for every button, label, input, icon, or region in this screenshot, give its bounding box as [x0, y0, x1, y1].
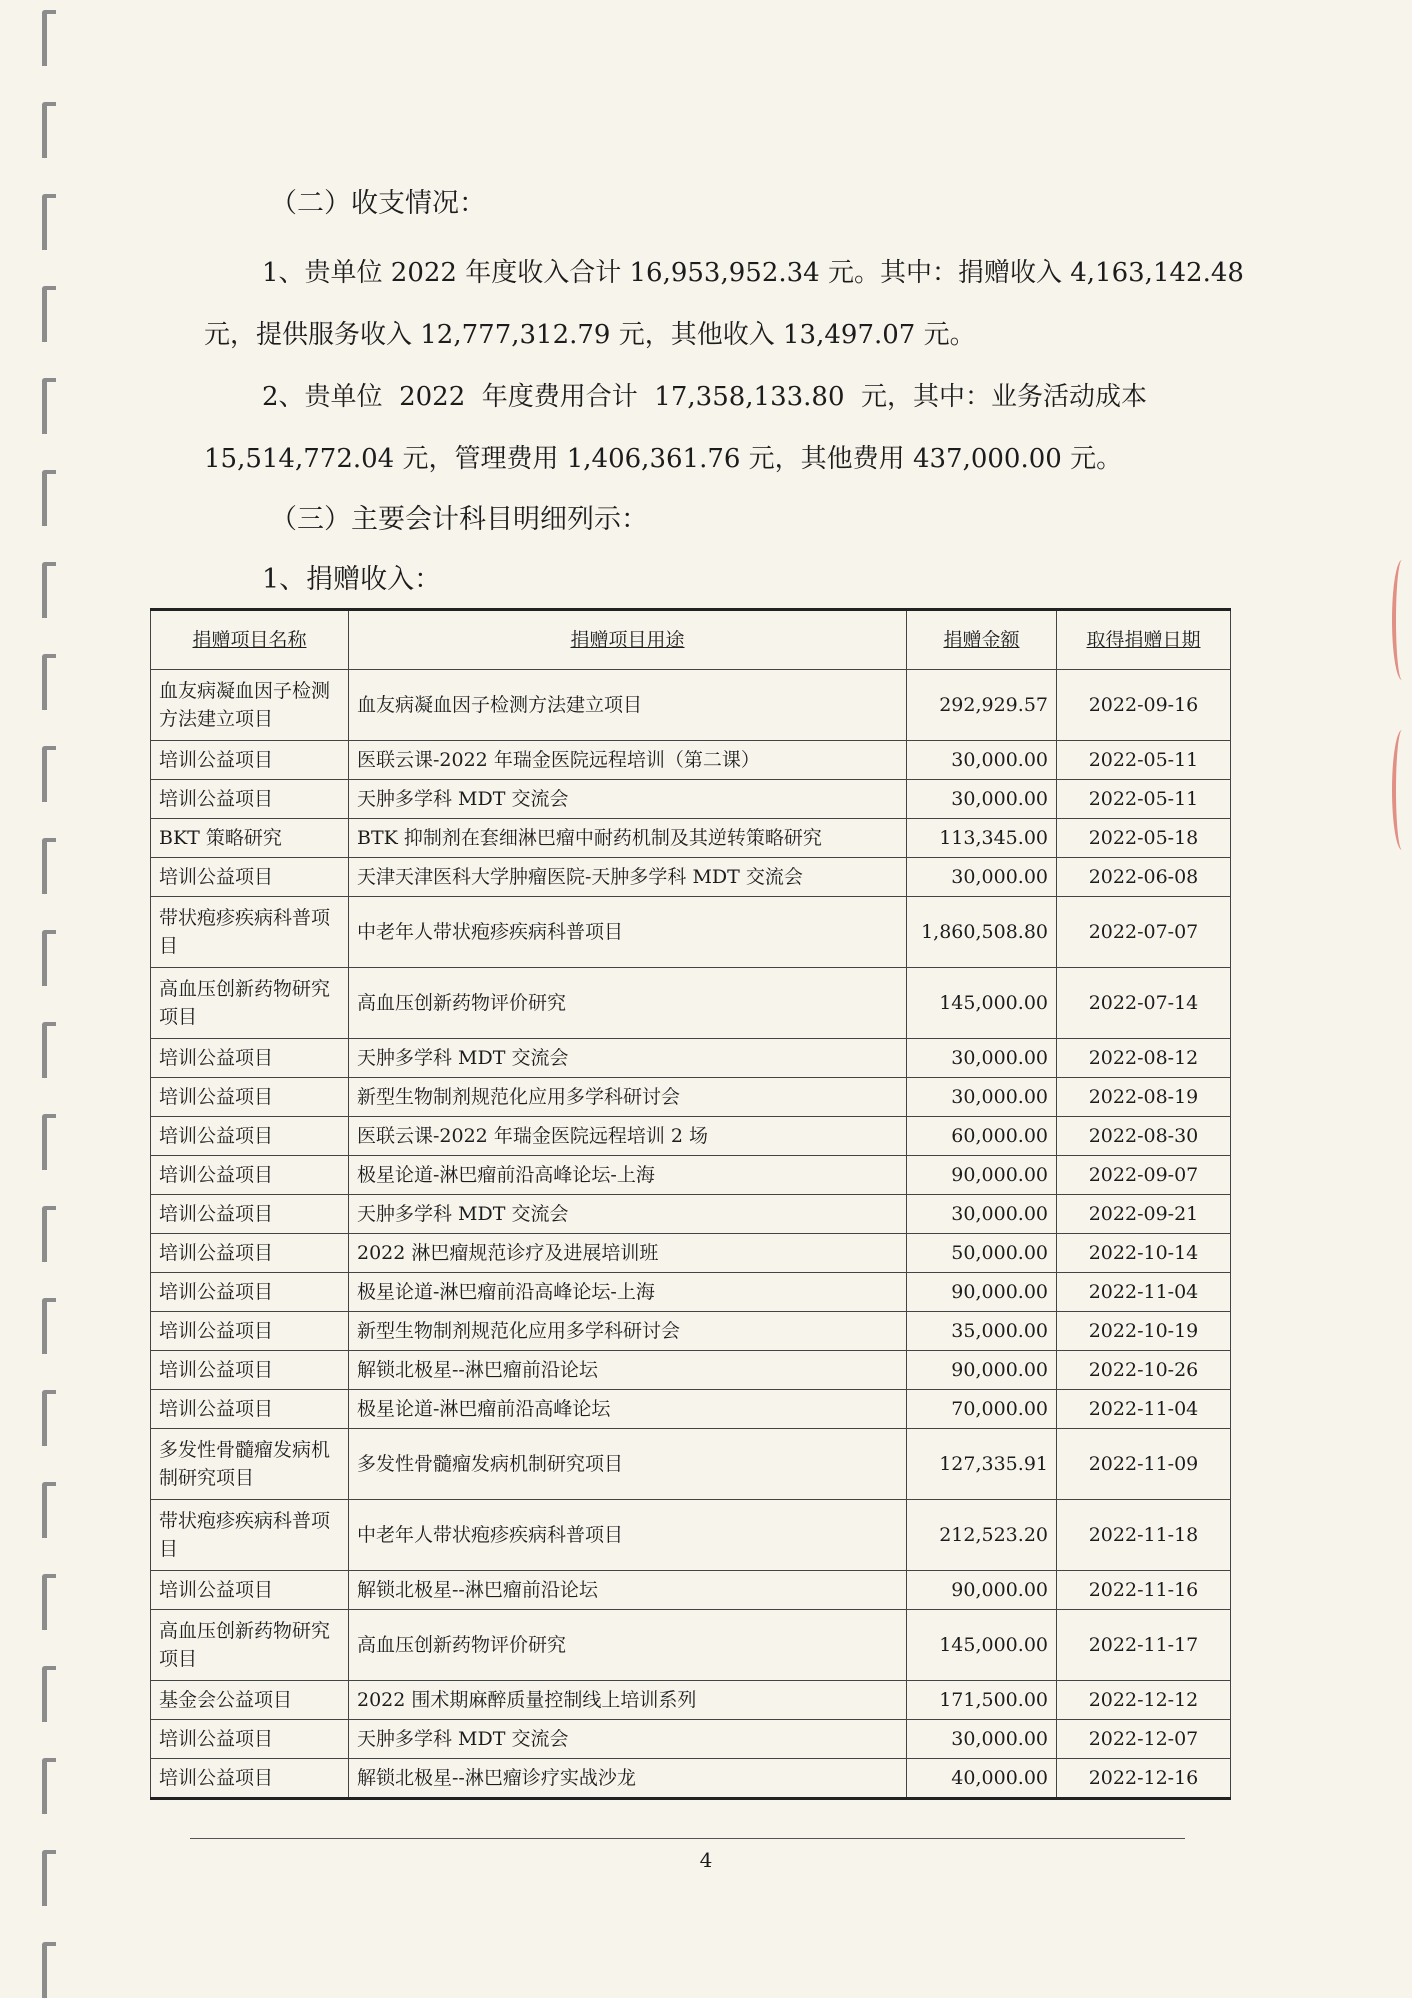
cell-donation-amount: 292,929.57 — [907, 670, 1057, 741]
binding-hole — [42, 930, 56, 986]
cell-project-name: 高血压创新药物研究项目 — [151, 968, 349, 1039]
cell-donation-date: 2022-07-07 — [1057, 897, 1231, 968]
footer-rule — [190, 1838, 1185, 1839]
table-row — [151, 968, 1231, 1039]
binding-hole — [42, 470, 56, 526]
cell-donation-date: 2022-10-26 — [1057, 1351, 1231, 1390]
binding-hole — [42, 1666, 56, 1722]
cell-donation-date: 2022-11-04 — [1057, 1273, 1231, 1312]
table-row — [151, 1429, 1231, 1500]
donation-heading: 1、捐赠收入： — [262, 564, 442, 595]
cell-project-name: 血友病凝血因子检测方法建立项目 — [151, 670, 349, 741]
cell-donation-date: 2022-07-14 — [1057, 968, 1231, 1039]
table-row — [151, 1234, 1231, 1273]
cell-donation-amount: 30,000.00 — [907, 1720, 1057, 1759]
cell-donation-date: 2022-05-11 — [1057, 741, 1231, 780]
cell-project-purpose: 解锁北极星--淋巴瘤前沿论坛 — [349, 1571, 907, 1610]
cell-donation-date: 2022-09-16 — [1057, 670, 1231, 741]
cell-donation-amount: 30,000.00 — [907, 1039, 1057, 1078]
page-number: 4 — [699, 1848, 713, 1872]
cell-donation-date: 2022-09-21 — [1057, 1195, 1231, 1234]
cell-project-purpose: 中老年人带状疱疹疾病科普项目 — [349, 897, 907, 968]
binding-hole — [42, 1298, 56, 1354]
cell-project-name: 培训公益项目 — [151, 1720, 349, 1759]
cell-donation-amount: 90,000.00 — [907, 1273, 1057, 1312]
cell-project-name: BKT 策略研究 — [151, 819, 349, 858]
table-row — [151, 670, 1231, 741]
binding-hole — [42, 746, 56, 802]
cell-project-name: 培训公益项目 — [151, 741, 349, 780]
cell-donation-amount: 171,500.00 — [907, 1681, 1057, 1720]
binding-hole — [42, 1758, 56, 1814]
cell-project-purpose: 天肿多学科 MDT 交流会 — [349, 1039, 907, 1078]
cell-project-purpose: 解锁北极星--淋巴瘤诊疗实战沙龙 — [349, 1759, 907, 1799]
table-header-row — [151, 610, 1231, 670]
table-row — [151, 1759, 1231, 1799]
cell-project-purpose: 高血压创新药物评价研究 — [349, 968, 907, 1039]
table-row — [151, 1195, 1231, 1234]
table-row — [151, 1078, 1231, 1117]
table-row — [151, 1117, 1231, 1156]
cell-project-name: 培训公益项目 — [151, 1390, 349, 1429]
cell-donation-amount: 90,000.00 — [907, 1571, 1057, 1610]
binding-hole — [42, 1390, 56, 1446]
cell-donation-amount: 30,000.00 — [907, 741, 1057, 780]
cell-donation-amount: 90,000.00 — [907, 1156, 1057, 1195]
cell-project-purpose: 天肿多学科 MDT 交流会 — [349, 1720, 907, 1759]
cell-project-name: 培训公益项目 — [151, 1078, 349, 1117]
cell-donation-amount: 145,000.00 — [907, 1610, 1057, 1681]
header-project-purpose: 捐赠项目用途 — [349, 610, 907, 670]
cell-donation-amount: 35,000.00 — [907, 1312, 1057, 1351]
cell-donation-amount: 212,523.20 — [907, 1500, 1057, 1571]
binding-hole — [42, 286, 56, 342]
cell-project-purpose: 多发性骨髓瘤发病机制研究项目 — [349, 1429, 907, 1500]
binding-hole — [42, 654, 56, 710]
table-row — [151, 1156, 1231, 1195]
cell-project-name: 多发性骨髓瘤发病机制研究项目 — [151, 1429, 349, 1500]
cell-project-purpose: 血友病凝血因子检测方法建立项目 — [349, 670, 907, 741]
income-paragraph-1-line-2: 元，提供服务收入 12,777,312.79 元，其他收入 13,497.07 元。 — [204, 320, 976, 350]
cell-project-name: 培训公益项目 — [151, 1351, 349, 1390]
table-row — [151, 1500, 1231, 1571]
table-row — [151, 1390, 1231, 1429]
cell-donation-date: 2022-05-18 — [1057, 819, 1231, 858]
cell-donation-date: 2022-11-17 — [1057, 1610, 1231, 1681]
cell-project-name: 培训公益项目 — [151, 1195, 349, 1234]
cell-donation-amount: 30,000.00 — [907, 1195, 1057, 1234]
table-row — [151, 858, 1231, 897]
table-row — [151, 1351, 1231, 1390]
cell-project-name: 培训公益项目 — [151, 858, 349, 897]
table-row — [151, 1610, 1231, 1681]
cell-donation-date: 2022-05-11 — [1057, 780, 1231, 819]
cell-donation-amount: 113,345.00 — [907, 819, 1057, 858]
header-project-name: 捐赠项目名称 — [151, 610, 349, 670]
cell-project-name: 高血压创新药物研究项目 — [151, 1610, 349, 1681]
cell-project-purpose: 天肿多学科 MDT 交流会 — [349, 780, 907, 819]
cell-project-purpose: 天肿多学科 MDT 交流会 — [349, 1195, 907, 1234]
cell-project-name: 培训公益项目 — [151, 1571, 349, 1610]
income-paragraph-1-line-1: 1、贵单位 2022 年度收入合计 16,953,952.34 元。其中：捐赠收入 4,163,142.48 — [262, 258, 1244, 288]
cell-project-purpose: 极星论道-淋巴瘤前沿高峰论坛-上海 — [349, 1273, 907, 1312]
table-row — [151, 897, 1231, 968]
cell-donation-date: 2022-08-30 — [1057, 1117, 1231, 1156]
table-row — [151, 1312, 1231, 1351]
table-row — [151, 1681, 1231, 1720]
cell-donation-date: 2022-08-19 — [1057, 1078, 1231, 1117]
cell-project-name: 培训公益项目 — [151, 1156, 349, 1195]
cell-donation-amount: 40,000.00 — [907, 1759, 1057, 1799]
seal-stamp-fragment — [1392, 560, 1412, 680]
cell-project-name: 培训公益项目 — [151, 1759, 349, 1799]
cell-project-name: 培训公益项目 — [151, 1234, 349, 1273]
cell-project-purpose: 2022 围术期麻醉质量控制线上培训系列 — [349, 1681, 907, 1720]
header-donation-amount: 捐赠金额 — [907, 610, 1057, 670]
cell-project-purpose: 2022 淋巴瘤规范诊疗及进展培训班 — [349, 1234, 907, 1273]
header-donation-date: 取得捐赠日期 — [1057, 610, 1231, 670]
cell-project-name: 培训公益项目 — [151, 1117, 349, 1156]
cell-project-purpose: 新型生物制剂规范化应用多学科研讨会 — [349, 1078, 907, 1117]
cell-donation-date: 2022-12-16 — [1057, 1759, 1231, 1799]
expense-paragraph-2-line-1: 2、贵单位 2022 年度费用合计 17,358,133.80 元，其中：业务活动成本 — [262, 382, 1148, 412]
accounts-heading: （三）主要会计科目明细列示： — [270, 504, 648, 535]
cell-donation-amount: 50,000.00 — [907, 1234, 1057, 1273]
table-row — [151, 1273, 1231, 1312]
cell-project-purpose: 极星论道-淋巴瘤前沿高峰论坛 — [349, 1390, 907, 1429]
binding-hole — [42, 194, 56, 250]
cell-project-purpose: 天津天津医科大学肿瘤医院-天肿多学科 MDT 交流会 — [349, 858, 907, 897]
table-row — [151, 1720, 1231, 1759]
cell-project-name: 带状疱疹疾病科普项目 — [151, 897, 349, 968]
binding-hole — [42, 1114, 56, 1170]
cell-donation-date: 2022-06-08 — [1057, 858, 1231, 897]
cell-project-purpose: 中老年人带状疱疹疾病科普项目 — [349, 1500, 907, 1571]
binding-hole — [42, 378, 56, 434]
cell-donation-amount: 70,000.00 — [907, 1390, 1057, 1429]
cell-project-purpose: 极星论道-淋巴瘤前沿高峰论坛-上海 — [349, 1156, 907, 1195]
table-row — [151, 1039, 1231, 1078]
table-row — [151, 741, 1231, 780]
cell-donation-amount: 30,000.00 — [907, 858, 1057, 897]
cell-donation-date: 2022-11-18 — [1057, 1500, 1231, 1571]
cell-donation-date: 2022-11-16 — [1057, 1571, 1231, 1610]
binding-hole — [42, 1942, 56, 1998]
cell-donation-amount: 30,000.00 — [907, 780, 1057, 819]
binding-hole — [42, 102, 56, 158]
cell-project-purpose: 高血压创新药物评价研究 — [349, 1610, 907, 1681]
expense-paragraph-2-line-2: 15,514,772.04 元，管理费用 1,406,361.76 元，其他费用 437,000.00 元。 — [204, 444, 1123, 474]
cell-project-purpose: 医联云课-2022 年瑞金医院远程培训 2 场 — [349, 1117, 907, 1156]
binding-hole — [42, 1022, 56, 1078]
cell-project-purpose: 解锁北极星--淋巴瘤前沿论坛 — [349, 1351, 907, 1390]
cell-donation-amount: 127,335.91 — [907, 1429, 1057, 1500]
cell-project-name: 培训公益项目 — [151, 1273, 349, 1312]
cell-project-name: 基金会公益项目 — [151, 1681, 349, 1720]
table-row — [151, 819, 1231, 858]
cell-donation-amount: 145,000.00 — [907, 968, 1057, 1039]
cell-donation-amount: 90,000.00 — [907, 1351, 1057, 1390]
cell-project-name: 培训公益项目 — [151, 780, 349, 819]
cell-donation-date: 2022-08-12 — [1057, 1039, 1231, 1078]
cell-project-purpose: 医联云课-2022 年瑞金医院远程培训（第二课） — [349, 741, 907, 780]
seal-stamp-fragment — [1392, 730, 1412, 850]
cell-donation-amount: 60,000.00 — [907, 1117, 1057, 1156]
cell-donation-date: 2022-09-07 — [1057, 1156, 1231, 1195]
binding-hole — [42, 10, 56, 66]
binding-holes — [40, 0, 64, 1995]
cell-project-purpose: BTK 抑制剂在套细淋巴瘤中耐药机制及其逆转策略研究 — [349, 819, 907, 858]
cell-donation-date: 2022-12-07 — [1057, 1720, 1231, 1759]
income-heading: （二）收支情况： — [270, 188, 486, 219]
cell-project-name: 培训公益项目 — [151, 1312, 349, 1351]
table-row — [151, 1571, 1231, 1610]
cell-donation-date: 2022-10-14 — [1057, 1234, 1231, 1273]
cell-donation-date: 2022-10-19 — [1057, 1312, 1231, 1351]
binding-hole — [42, 838, 56, 894]
cell-donation-date: 2022-11-09 — [1057, 1429, 1231, 1500]
cell-project-name: 带状疱疹疾病科普项目 — [151, 1500, 349, 1571]
table-row — [151, 780, 1231, 819]
donation-income-table — [150, 608, 1231, 1800]
binding-hole — [42, 1206, 56, 1262]
cell-donation-date: 2022-12-12 — [1057, 1681, 1231, 1720]
binding-hole — [42, 1482, 56, 1538]
binding-hole — [42, 562, 56, 618]
binding-hole — [42, 1574, 56, 1630]
cell-project-name: 培训公益项目 — [151, 1039, 349, 1078]
cell-project-purpose: 新型生物制剂规范化应用多学科研讨会 — [349, 1312, 907, 1351]
cell-donation-amount: 30,000.00 — [907, 1078, 1057, 1117]
cell-donation-date: 2022-11-04 — [1057, 1390, 1231, 1429]
cell-donation-amount: 1,860,508.80 — [907, 897, 1057, 968]
